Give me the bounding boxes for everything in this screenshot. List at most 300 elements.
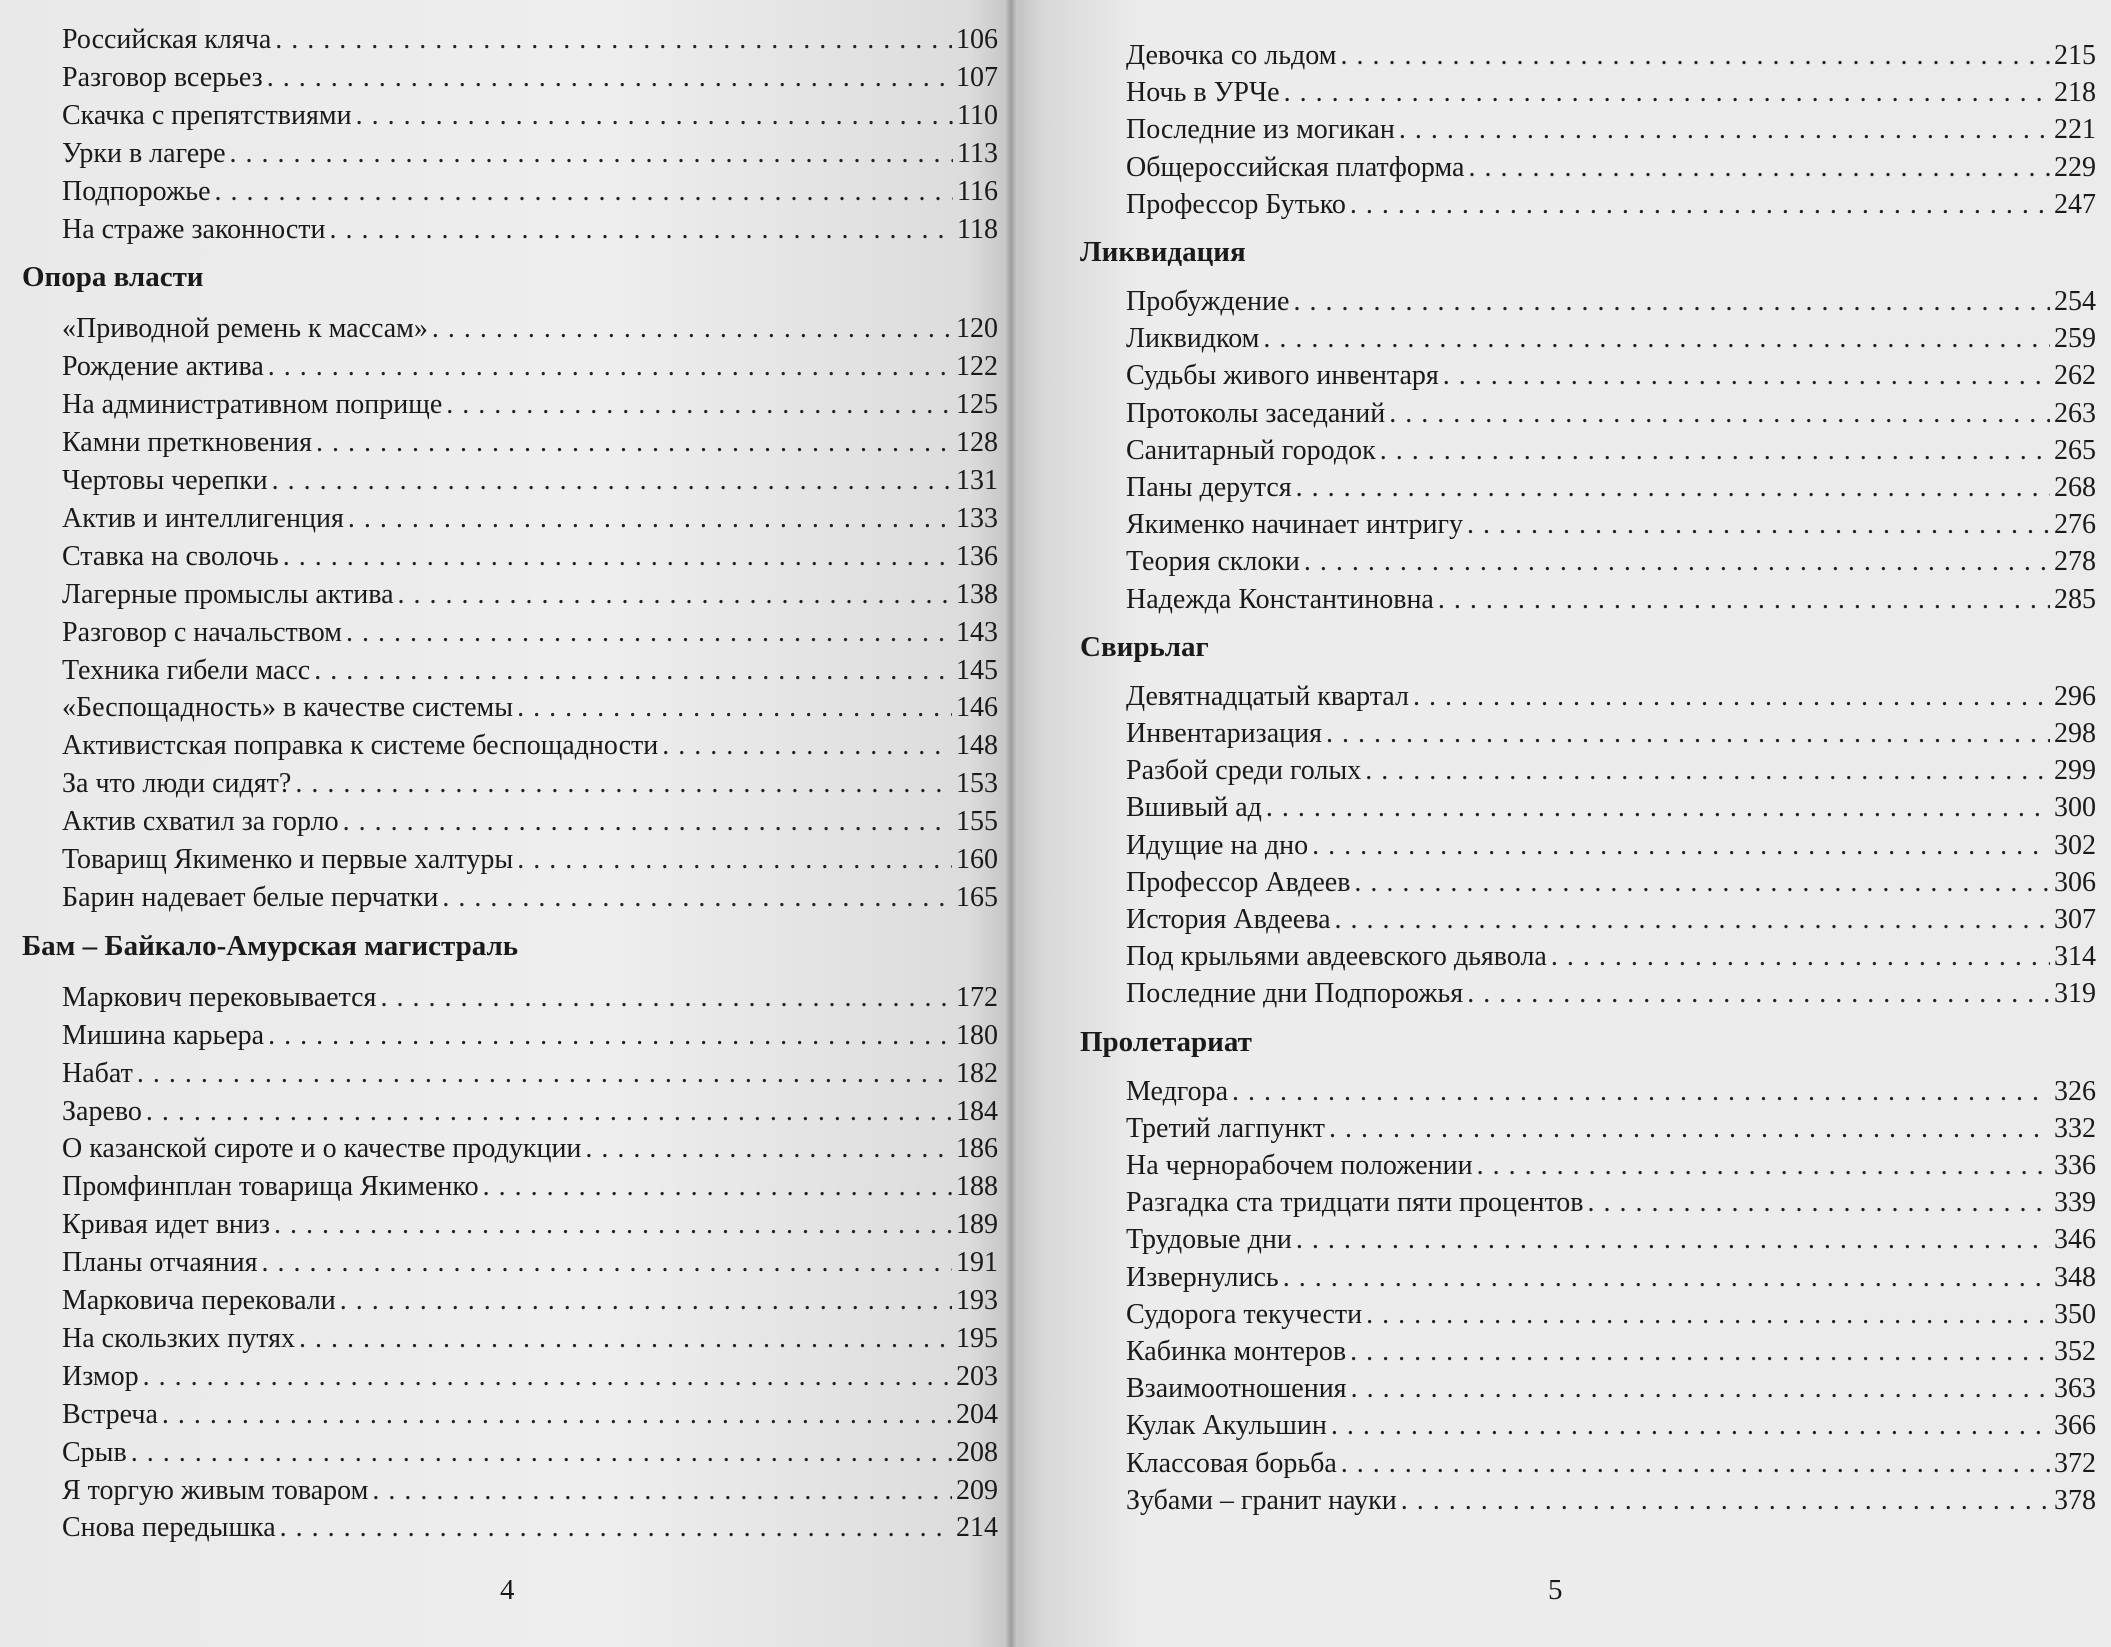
toc-entry-page: 300 [2054,792,2096,824]
book-gutter [1004,0,1018,1647]
toc-entry-title: Кулак Акульшин [1126,1410,1327,1442]
toc-entry[interactable] [62,311,998,347]
toc-entry-page: 350 [2054,1298,2096,1330]
right-toc [1010,0,2111,1647]
toc-entry[interactable] [62,1321,998,1357]
toc-leader-dots [268,1018,952,1054]
toc-entry-page: 299 [2054,755,2096,787]
toc-entry-page: 189 [956,1209,998,1241]
toc-entry-title: Актив и интеллигенция [62,502,344,534]
toc-entry[interactable] [1126,187,2096,223]
toc-entry-title: Марковича перековали [62,1285,336,1316]
toc-leader-dots [1399,112,2050,148]
toc-leader-dots [275,22,952,58]
toc-entry[interactable] [1126,150,2096,186]
toc-entry-page: 218 [2054,77,2096,109]
toc-entry-title: Извернулись [1126,1261,1279,1293]
toc-entry-title: О казанской сироте и о качестве продукции [62,1133,582,1165]
toc-entry-title: Мишина карьера [62,1019,265,1051]
toc-entry-title: Актив схватил за горло [62,806,339,838]
toc-entry-title: Ставка на сволочь [62,540,279,572]
toc-leader-dots [1389,396,2050,432]
toc-entry-page: 276 [2054,509,2096,541]
toc-entry-page: 215 [2054,40,2096,71]
toc-entry[interactable] [62,463,998,499]
toc-entry-page: 204 [956,1398,998,1430]
toc-entry-title: На страже законности [62,213,326,245]
toc-entry-page: 106 [956,24,998,55]
toc-entry-page: 172 [956,981,998,1013]
toc-entry[interactable] [62,577,998,613]
toc-entry-title: Барин надевает белые перчатки [62,881,439,913]
toc-entry[interactable] [1126,582,2096,618]
toc-leader-dots [1351,1371,2050,1407]
toc-leader-dots [137,1056,952,1092]
toc-entry-title: Товарищ Якименко и первые халтуры [62,844,514,875]
toc-entry-title: Санитарный городок [1126,434,1376,466]
toc-entry-title: Снова передышка [62,1512,276,1544]
toc-entry[interactable] [62,1018,998,1054]
toc-leader-dots [274,1207,952,1243]
toc-entry-title: Измор [62,1360,139,1392]
toc-entry-page: 143 [956,616,998,648]
toc-entry[interactable] [1126,38,2096,74]
toc-entry[interactable] [1126,828,2096,864]
toc-entry[interactable] [1126,321,2096,357]
toc-entry[interactable] [1126,544,2096,580]
toc-leader-dots [1468,150,2050,186]
toc-entry-page: 339 [2054,1187,2096,1219]
toc-entry-page: 182 [956,1057,998,1089]
toc-entry[interactable] [1126,865,2096,901]
toc-entry[interactable] [1126,1074,2096,1110]
toc-leader-dots [1293,284,2050,320]
toc-entry-title: Набат [62,1057,133,1089]
toc-entry-page: 113 [957,137,998,169]
toc-entry-page: 107 [956,61,998,93]
toc-entry[interactable] [62,1056,998,1092]
toc-entry-page: 155 [956,806,998,838]
toc-leader-dots [268,349,952,385]
toc-leader-dots [1326,716,2050,752]
right-page [1010,0,2111,1647]
toc-entry-title: Якименко начинает интригу [1126,509,1464,541]
toc-leader-dots [143,1359,952,1395]
toc-leader-dots [1354,865,2050,901]
toc-entry-title: Зарево [62,1095,142,1127]
toc-leader-dots [1266,790,2050,826]
toc-entry-page: 209 [956,1474,998,1506]
toc-entry-page: 195 [956,1322,998,1354]
toc-entry-title: Медгора [1126,1075,1229,1107]
toc-entry-title: Классовая борьба [1126,1447,1337,1479]
toc-entry-title: Рождение актива [62,351,264,383]
toc-entry[interactable] [62,539,998,575]
left-page [0,0,1010,1647]
toc-entry-page: 285 [2054,583,2096,615]
toc-entry[interactable] [1126,1185,2096,1221]
toc-entry-page: 146 [956,692,998,724]
toc-entry-title: На административном поприще [62,389,443,421]
toc-leader-dots [314,653,952,689]
toc-leader-dots [1467,976,2050,1012]
toc-leader-dots [372,1473,952,1509]
toc-leader-dots [1296,1222,2050,1258]
toc-leader-dots [483,1169,952,1205]
toc-entry-page: 372 [2054,1447,2096,1479]
toc-leader-dots [262,1245,952,1281]
toc-entry[interactable] [62,1094,998,1130]
toc-leader-dots [329,212,953,248]
toc-leader-dots [346,615,952,651]
toc-entry-title: Маркович перековывается [62,981,377,1013]
toc-entry-page: 110 [957,99,998,131]
toc-leader-dots [662,728,952,764]
toc-entry-title: Идущие на дно [1126,829,1309,861]
toc-entry-page: 120 [956,313,998,345]
toc-leader-dots [1312,828,2050,864]
toc-leader-dots [162,1397,952,1433]
toc-entry[interactable] [1126,1371,2096,1407]
toc-leader-dots [1340,38,2050,74]
toc-entry-title: Скачка с препятствиями [62,99,352,131]
toc-entry[interactable] [1126,1408,2096,1444]
toc-entry-title: Кривая идет вниз [62,1209,270,1241]
toc-entry-title: Профессор Бутько [1126,188,1346,220]
toc-entry[interactable] [62,690,998,726]
toc-leader-dots [1341,1446,2050,1482]
toc-leader-dots [1232,1074,2050,1110]
toc-leader-dots [1329,1111,2050,1147]
toc-entry[interactable] [1126,679,2096,715]
toc-entry[interactable] [62,615,998,651]
toc-entry[interactable] [62,1169,998,1205]
toc-leader-dots [446,387,952,423]
toc-entry-title: Под крыльями авдеевского дьявола [1126,941,1547,973]
toc-entry-title: Девятнадцатый квартал [1126,680,1409,712]
toc-entry-page: 352 [2054,1336,2096,1367]
toc-entry-title: Чертовы черепки [62,465,268,496]
toc-entry-title: Активистская поправка к системе беспощадности [62,730,659,762]
toc-entry-title: Протоколы заседаний [1126,397,1386,429]
toc-leader-dots [1335,902,2050,938]
toc-entry-page: 203 [956,1360,998,1392]
toc-entry[interactable] [1126,1260,2096,1296]
toc-entry-title: Встреча [62,1398,158,1430]
toc-entry[interactable] [1126,75,2096,111]
toc-entry[interactable] [62,22,998,58]
toc-entry[interactable] [62,766,998,802]
toc-entry-title: Урки в лагере [62,137,226,169]
toc-leader-dots [356,98,953,134]
toc-entry[interactable] [62,1510,998,1546]
toc-entry-title: На скользких путях [62,1322,296,1354]
toc-leader-dots [348,501,952,537]
toc-entry-page: 326 [2054,1075,2096,1107]
toc-entry[interactable] [62,1473,998,1509]
toc-entry-title: «Беспощадность» в качестве системы [62,692,514,724]
toc-entry-title: Зубами – гранит науки [1126,1484,1397,1516]
toc-entry[interactable] [1126,902,2096,938]
toc-entry[interactable] [1126,1148,2096,1184]
toc-entry[interactable] [62,425,998,461]
section-heading: Бам – Байкало-Амурская магистраль [22,929,519,962]
toc-entry[interactable] [1126,1297,2096,1333]
toc-entry-page: 116 [957,175,998,207]
toc-entry[interactable] [1126,433,2096,469]
toc-entry[interactable] [62,1283,998,1319]
toc-entry[interactable] [1126,1483,2096,1519]
toc-entry[interactable] [62,98,998,134]
toc-leader-dots [215,174,954,210]
toc-entry-page: 306 [2054,866,2096,898]
toc-entry-page: 314 [2054,941,2096,973]
toc-entry-page: 319 [2054,978,2096,1010]
toc-entry-page: 145 [956,654,998,686]
toc-leader-dots [1413,679,2050,715]
toc-leader-dots [1401,1483,2050,1519]
toc-entry-title: На чернорабочем положении [1126,1150,1473,1181]
toc-entry-title: Разгадка ста тридцати пяти процентов [1126,1187,1584,1219]
toc-entry-page: 180 [956,1019,998,1051]
toc-leader-dots [585,1131,952,1167]
toc-entry-title: Кабинка монтеров [1126,1336,1347,1367]
toc-entry-page: 268 [2054,472,2096,503]
toc-entry-page: 378 [2054,1484,2096,1516]
toc-entry[interactable] [62,1435,998,1471]
toc-leader-dots [283,539,952,575]
toc-leader-dots [380,980,952,1016]
toc-entry[interactable] [62,804,998,840]
toc-entry-page: 265 [2054,434,2096,466]
toc-leader-dots [1588,1185,2050,1221]
toc-entry-title: Российская кляча [62,24,272,55]
toc-entry[interactable] [1126,470,2096,506]
toc-leader-dots [1438,582,2050,618]
toc-entry-page: 136 [956,540,998,572]
toc-leader-dots [131,1435,952,1471]
toc-leader-dots [517,842,952,878]
section-heading: Ликвидация [1080,236,1246,268]
toc-entry-page: 247 [2054,188,2096,220]
toc-entry-title: Подпорожье [62,175,211,207]
toc-entry[interactable] [62,880,998,916]
toc-entry-title: Надежда Константиновна [1126,583,1434,615]
toc-entry-title: Разбой среди голых [1126,755,1362,787]
toc-entry-title: Техника гибели масс [62,654,311,686]
toc-entry[interactable] [1126,939,2096,975]
toc-entry-page: 259 [2054,323,2096,355]
toc-leader-dots [517,690,952,726]
toc-entry-page: 138 [956,578,998,610]
toc-entry[interactable] [1126,396,2096,432]
toc-leader-dots [299,1321,952,1357]
toc-entry-page: 148 [956,730,998,762]
toc-leader-dots [272,463,952,499]
toc-leader-dots [1467,507,2050,543]
toc-entry-page: 128 [956,427,998,459]
toc-entry[interactable] [62,136,998,172]
toc-entry-title: Взаимоотношения [1126,1373,1347,1405]
toc-entry-title: Трудовые дни [1126,1224,1292,1256]
toc-entry-title: «Приводной ремень к массам» [62,313,428,345]
toc-entry-title: Планы отчаяния [62,1247,258,1279]
toc-entry-title: История Авдеева [1126,904,1331,935]
toc-entry[interactable] [62,1207,998,1243]
toc-entry[interactable] [1126,1334,2096,1370]
section-heading: Свирьлаг [1080,630,1209,663]
toc-entry-page: 214 [956,1512,998,1544]
toc-leader-dots [1551,939,2050,975]
toc-entry-title: Девочка со льдом [1126,40,1337,71]
toc-leader-dots [1443,358,2050,394]
toc-entry-page: 332 [2054,1112,2096,1144]
left-page-number: 4 [500,1574,515,1606]
toc-entry[interactable] [1126,976,2096,1012]
toc-entry-page: 366 [2054,1410,2096,1442]
toc-entry[interactable] [62,1397,998,1433]
toc-entry-page: 193 [956,1285,998,1316]
toc-leader-dots [316,425,952,461]
section-heading: Опора власти [22,261,204,294]
toc-entry-page: 336 [2054,1150,2096,1181]
section-heading: Пролетариат [1080,1025,1252,1058]
toc-entry-page: 363 [2054,1373,2096,1405]
toc-entry-page: 133 [956,502,998,534]
toc-entry-title: Ликвидком [1126,323,1260,355]
toc-entry-page: 184 [956,1095,998,1127]
toc-entry-page: 118 [957,213,998,245]
toc-entry[interactable] [62,349,998,385]
toc-leader-dots [295,766,952,802]
toc-entry-page: 348 [2054,1261,2096,1293]
toc-entry[interactable] [1126,716,2096,752]
toc-leader-dots [230,136,953,172]
toc-entry[interactable] [1126,1111,2096,1147]
toc-entry[interactable] [62,1131,998,1167]
toc-entry-title: Судорога текучести [1126,1298,1363,1330]
toc-entry-title: Пробуждение [1126,286,1290,317]
toc-entry-page: 131 [956,465,998,496]
toc-entry-page: 125 [956,389,998,421]
toc-leader-dots [1380,433,2050,469]
toc-entry[interactable] [62,653,998,689]
toc-entry-title: Камни преткновения [62,427,312,459]
toc-entry-page: 307 [2054,904,2096,935]
toc-entry-page: 263 [2054,397,2096,429]
toc-leader-dots [1350,187,2050,223]
toc-entry[interactable] [62,1245,998,1281]
toc-leader-dots [1263,321,2050,357]
toc-entry[interactable] [62,174,998,210]
toc-entry-page: 160 [956,844,998,875]
toc-leader-dots [340,1283,952,1319]
toc-entry-title: Разговор с начальством [62,616,342,648]
toc-leader-dots [442,880,952,916]
toc-entry[interactable] [1126,358,2096,394]
toc-entry-title: Профессор Авдеев [1126,866,1351,898]
toc-leader-dots [1331,1408,2050,1444]
toc-entry[interactable] [62,212,998,248]
toc-entry-page: 296 [2054,680,2096,712]
toc-leader-dots [1284,75,2050,111]
toc-entry[interactable] [1126,1446,2096,1482]
toc-entry[interactable] [62,501,998,537]
left-toc [0,0,1010,1647]
toc-entry-title: Последние дни Подпорожья [1126,978,1464,1010]
toc-entry[interactable] [62,728,998,764]
toc-entry-title: Ночь в УРЧе [1126,77,1280,109]
toc-entry-title: Судьбы живого инвентаря [1126,360,1439,392]
right-page-number: 5 [1548,1574,1563,1606]
toc-entry[interactable] [1126,284,2096,320]
toc-entry-page: 298 [2054,718,2096,749]
toc-entry-page: 221 [2054,114,2096,146]
toc-entry-page: 229 [2054,151,2096,183]
toc-entry[interactable] [1126,790,2096,826]
toc-leader-dots [146,1094,952,1130]
toc-leader-dots [1304,544,2050,580]
toc-entry[interactable] [62,387,998,423]
toc-entry-page: 302 [2054,829,2096,861]
toc-entry[interactable] [1126,507,2096,543]
toc-entry[interactable] [62,980,998,1016]
toc-entry-title: Лагерные промыслы актива [62,578,394,610]
toc-entry-page: 278 [2054,546,2096,578]
toc-leader-dots [1365,753,2050,789]
toc-leader-dots [343,804,952,840]
toc-leader-dots [398,577,952,613]
toc-leader-dots [1283,1260,2050,1296]
toc-entry-title: Третий лагпункт [1126,1112,1325,1144]
toc-entry-title: Вшивый ад [1126,792,1262,824]
toc-entry-title: За что люди сидят? [62,768,292,800]
toc-entry-title: Последние из могикан [1126,114,1395,146]
toc-entry-title: Разговор всерьез [62,61,263,93]
toc-entry[interactable] [62,60,998,96]
toc-entry[interactable] [62,1359,998,1395]
toc-entry-page: 208 [956,1436,998,1468]
toc-leader-dots [280,1510,952,1546]
toc-leader-dots [1350,1334,2050,1370]
toc-entry[interactable] [1126,753,2096,789]
toc-entry[interactable] [1126,112,2096,148]
toc-leader-dots [1366,1297,2050,1333]
toc-entry-page: 191 [956,1247,998,1279]
toc-entry-page: 122 [956,351,998,383]
toc-entry-page: 262 [2054,360,2096,392]
toc-entry[interactable] [62,842,998,878]
toc-entry-page: 165 [956,881,998,913]
toc-leader-dots [432,311,952,347]
toc-entry-page: 186 [956,1133,998,1165]
toc-leader-dots [267,60,952,96]
toc-entry-title: Инвентаризация [1126,718,1322,749]
toc-entry-title: Срыв [62,1436,127,1468]
toc-leader-dots [1477,1148,2050,1184]
toc-entry-page: 346 [2054,1224,2096,1256]
toc-entry-page: 188 [956,1171,998,1203]
toc-entry-title: Теория склоки [1126,546,1300,578]
toc-entry-title: Общероссийская платформа [1126,151,1465,183]
toc-entry-title: Промфинплан товарища Якименко [62,1171,479,1203]
toc-entry[interactable] [1126,1222,2096,1258]
toc-entry-title: Паны дерутся [1126,472,1292,503]
toc-entry-title: Я торгую живым товаром [62,1474,369,1506]
toc-entry-page: 153 [956,768,998,800]
toc-entry-page: 254 [2054,286,2096,317]
toc-leader-dots [1296,470,2050,506]
